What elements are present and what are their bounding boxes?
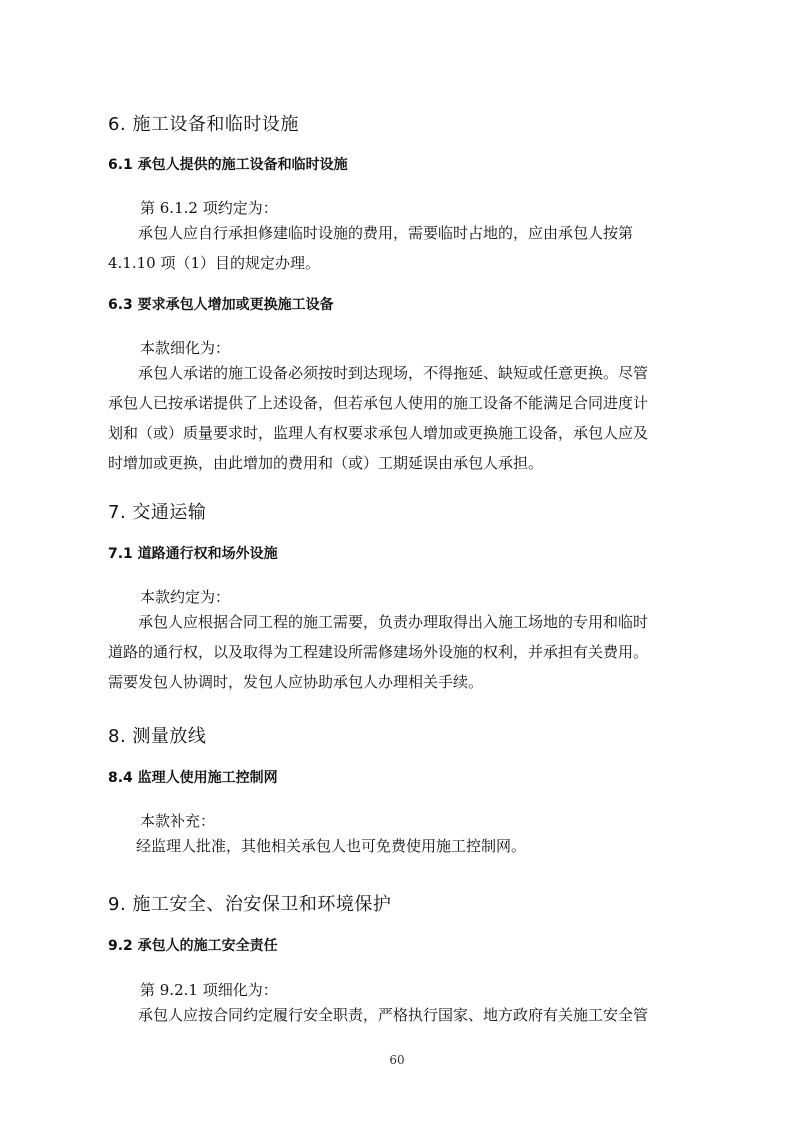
paragraph-line: 需要发包人协调时，发包人应协助承包人办理相关手续。 [108, 673, 484, 691]
paragraph-line: 4.1.10 项（1）目的规定办理。 [108, 254, 321, 272]
paragraph-line: 承包人应按合同约定履行安全职责，严格执行国家、地方政府有关施工安全管 [138, 1006, 649, 1024]
subsection-heading-6-3: 6.3 要求承包人增加或更换施工设备 [108, 297, 334, 313]
subsection-heading-8-4: 8.4 监理人使用施工控制网 [108, 770, 278, 786]
paragraph-line: 承包人应自行承担修建临时设施的费用，需要临时占地的，应由承包人按第 [138, 224, 634, 242]
paragraph-line: 承包人承诺的施工设备必须按时到达现场，不得拖延、缺短或任意更换。尽管 [138, 364, 649, 382]
clause-lead-8-4: 本款补充： [140, 812, 216, 830]
section-heading-6: 6. 施工设备和临时设施 [108, 114, 299, 135]
subsection-heading-9-2: 9.2 承包人的施工安全责任 [108, 938, 278, 954]
paragraph-8-4 [108, 831, 688, 861]
clause-lead-6-3: 本款细化为： [140, 339, 231, 357]
paragraph-line: 时增加或更换，由此增加的费用和（或）工期延误由承包人承担。 [108, 454, 544, 472]
page-number: 60 [389, 1053, 405, 1067]
paragraph-6-1-2 [108, 218, 688, 278]
paragraph-line: 划和（或）质量要求时，监理人有权要求承包人增加或更换施工设备，承包人应及 [108, 424, 649, 442]
paragraph-line: 经监理人批准，其他相关承包人也可免费使用施工控制网。 [136, 837, 527, 855]
clause-lead-9-2-1: 第 9.2.1 项细化为： [140, 981, 278, 999]
paragraph-7-1 [108, 607, 688, 697]
clause-lead-6-1-2: 第 6.1.2 项约定为： [140, 199, 278, 217]
section-heading-8: 8. 测量放线 [108, 726, 207, 747]
subsection-heading-7-1: 7.1 道路通行权和场外设施 [108, 546, 278, 562]
subsection-heading-6-1: 6.1 承包人提供的施工设备和临时设施 [108, 157, 348, 173]
paragraph-9-2-1 [108, 1000, 688, 1030]
section-heading-9: 9. 施工安全、治安保卫和环境保护 [108, 894, 392, 915]
paragraph-line: 道路的通行权，以及取得为工程建设所需修建场外设施的权利，并承担有关费用。 [108, 643, 649, 661]
section-heading-7: 7. 交通运输 [108, 502, 207, 523]
paragraph-line: 承包人已按承诺提供了上述设备，但若承包人使用的施工设备不能满足合同进度计 [108, 394, 649, 412]
clause-lead-7-1: 本款约定为： [140, 588, 231, 606]
paragraph-line: 承包人应根据合同工程的施工需要，负责办理取得出入施工场地的专用和临时 [138, 613, 649, 631]
paragraph-6-3 [108, 358, 688, 478]
